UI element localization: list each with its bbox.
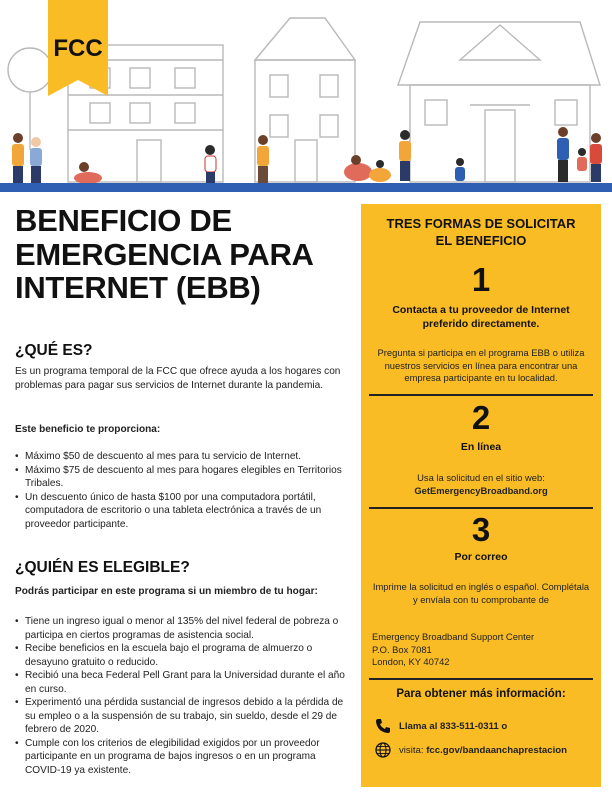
- eligibility-list: [15, 615, 350, 777]
- way-2-title: En línea: [460, 441, 502, 453]
- people-figures: [12, 127, 602, 184]
- provides-heading: Este beneficio te proporciona:: [15, 424, 161, 435]
- way-2-text: Usa la solicitud en el sitio web:: [417, 472, 545, 483]
- divider: [369, 507, 593, 509]
- address-line: P.O. Box 7081: [372, 643, 432, 655]
- list-item: • Tiene un ingreso igual o menor al 135% del nivel federal de pobreza o participa en ciertos programas de asistencia social.: [15, 615, 350, 642]
- way-2-number: 2: [471, 399, 491, 436]
- list-item: • Máximo $75 de descuento al mes para hogares elegibles en Territorios Tribales.: [15, 464, 350, 491]
- title-line-1: BENEFICIO DE: [15, 203, 232, 238]
- list-item: • Cumple con los criterios de elegibilidad exigidos por un proveedor participante en un programa de bajos ingresos o en un programa COVID-19 ya existente.: [15, 737, 350, 778]
- way-2-link[interactable]: GetEmergencyBroadband.org: [414, 485, 548, 496]
- list-item: • Experimentó una pérdida sustancial de ingresos debido a la pérdida de su empleo o a la suspensión de su trabajo, sin sueldo, desde el 29 de febrero de 2020.: [15, 696, 350, 737]
- page-title: [15, 204, 345, 305]
- globe-icon: [375, 742, 391, 758]
- blue-ground-strip: [0, 183, 612, 192]
- way-1-title: Contacta a tu proveedor de Internet preferido directamente.: [392, 304, 570, 330]
- fcc-logo-text: FCC: [53, 35, 103, 62]
- address-line: London, KY 40742: [372, 656, 450, 667]
- benefits-list: [15, 450, 350, 531]
- panel-heading-1: TRES FORMAS DE SOLICITAR: [386, 216, 576, 231]
- application-panel: [361, 204, 601, 787]
- address-line: Emergency Broadband Support Center: [372, 631, 535, 642]
- way-1-number: 1: [471, 261, 491, 298]
- list-item: • Un descuento único de hasta $100 por una computadora portátil, computadora de escritorio o una tableta electrónica a través de un proveedor participante.: [15, 491, 350, 532]
- more-info-heading: Para obtener más información:: [396, 688, 566, 700]
- mailing-address: [372, 631, 534, 669]
- web-row[interactable]: [375, 742, 567, 758]
- que-es-heading: ¿QUÉ ES?: [15, 342, 93, 359]
- que-es-text: Es un programa temporal de la FCC que ofrece ayuda a los hogares con problemas para pagar sus servicios de Internet durante la pandemia.: [15, 366, 341, 391]
- divider: [369, 394, 593, 396]
- quien-heading: ¿QUIÉN ES ELEGIBLE?: [15, 559, 190, 576]
- list-item: • Recibió una beca Federal Pell Grant para la Universidad durante el año en curso.: [15, 669, 350, 696]
- title-line-3: INTERNET (EBB): [15, 270, 261, 305]
- list-item: • Máximo $50 de descuento al mes para tu servicio de Internet.: [15, 450, 350, 464]
- way-1-text: Pregunta si participa en el programa EBB o utiliza nuestros servicios en línea para encontrar una empresa participante en tu localidad.: [377, 347, 585, 383]
- list-item: • Recibe beneficios en la escuela bajo el programa de almuerzo o desayuno gratuito o reducido.: [15, 642, 350, 669]
- way-3-title: Por correo: [454, 551, 508, 563]
- header-illustration: [0, 0, 612, 192]
- panel-heading-2: EL BENEFICIO: [435, 233, 527, 248]
- fcc-logo: [48, 0, 108, 96]
- phone-label: Llama al 833-511-0311 o: [399, 720, 508, 732]
- title-line-2: EMERGENCIA PARA: [15, 236, 314, 272]
- web-url[interactable]: fcc.gov/bandaanchaprestacion: [426, 744, 567, 756]
- phone-row[interactable]: [375, 718, 507, 734]
- eligibility-intro: Podrás participar en este programa si un miembro de tu hogar:: [15, 586, 318, 597]
- phone-icon: [375, 718, 391, 734]
- web-prefix: visita:: [399, 744, 424, 756]
- way-3-text: Imprime la solicitud en inglés o español. Complétala y envíala con tu comprobante de: [372, 581, 590, 605]
- way-3-number: 3: [471, 511, 491, 548]
- divider: [369, 678, 593, 680]
